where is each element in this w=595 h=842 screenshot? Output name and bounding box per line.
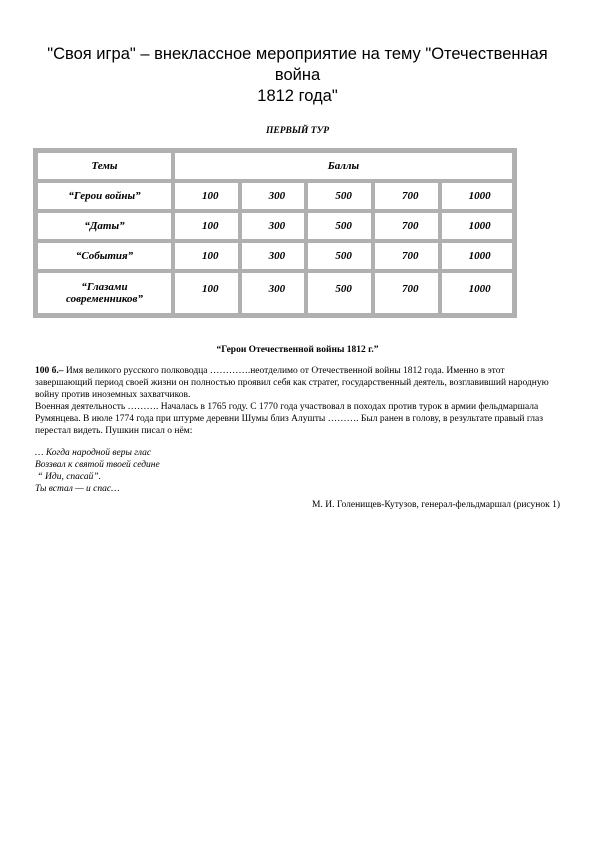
points-cell: 100 — [173, 241, 240, 271]
question-paragraph-2: Военная деятельность ………. Началась в 1765 году. С 1770 года участвовал в походах против турок в армии фельдмаршала Румянцева. В июле 1774 года при штурме деревни Шумы близ Алушты ………. Был ранен в голову, в результате правый глаз перестал видеть. Пушкин писал о нём: — [35, 402, 543, 436]
topic-cell — [36, 271, 173, 315]
topic-cell: “Даты” — [36, 211, 173, 241]
points-cell: 500 — [306, 211, 373, 241]
table-row — [36, 181, 514, 211]
points-cell: 500 — [306, 271, 373, 315]
question-paragraph-1 — [35, 365, 560, 401]
points-cell: 1000 — [440, 271, 514, 315]
table-row — [36, 241, 514, 271]
points-cell: 700 — [373, 271, 440, 315]
header-points: Баллы — [173, 151, 514, 181]
points-cell: 300 — [240, 181, 307, 211]
points-cell: 1000 — [440, 241, 514, 271]
poem-quote — [35, 447, 335, 495]
poem-line: Воззвал к святой твоей седине — [35, 460, 160, 470]
document-title — [40, 44, 555, 107]
table-header-row — [36, 151, 514, 181]
points-cell: 100 — [173, 181, 240, 211]
poem-line: Ты встал — и спас… — [35, 484, 120, 494]
round-label: ПЕРВЫЙ ТУР — [265, 126, 330, 136]
points-cell: 300 — [240, 241, 307, 271]
points-cell: 300 — [240, 271, 307, 315]
points-cell: 500 — [306, 181, 373, 211]
poem-line: “ Иди, спасай”. — [35, 472, 102, 482]
points-cell: 500 — [306, 241, 373, 271]
topic-line: современников” — [66, 293, 143, 305]
poem-line: … Когда народной веры глас — [35, 448, 152, 458]
points-cell: 700 — [373, 241, 440, 271]
question-label: 100 б.– — [35, 366, 64, 376]
points-cell: 1000 — [440, 181, 514, 211]
title-line-2: 1812 года" — [257, 87, 338, 105]
section-caption: “Герои Отечественной войны 1812 г.” — [216, 345, 379, 355]
game-table — [33, 148, 517, 318]
topic-cell: “Герои войны” — [36, 181, 173, 211]
topic-line: “Глазами — [81, 281, 128, 293]
title-line-1: "Своя игра" – внеклассное мероприятие на тему "Отечественная война — [47, 45, 548, 84]
header-topics: Темы — [36, 151, 173, 181]
points-cell: 300 — [240, 211, 307, 241]
table-row — [36, 271, 514, 315]
signature-line: М. И. Голенищев-Кутузов, генерал-фельдмаршал (рисунок 1) — [312, 500, 560, 510]
points-cell: 1000 — [440, 211, 514, 241]
points-cell: 700 — [373, 211, 440, 241]
points-cell: 100 — [173, 211, 240, 241]
points-cell: 700 — [373, 181, 440, 211]
points-cell: 100 — [173, 271, 240, 315]
question-p1-text: Имя великого русского полководца ………….неотделимо от Отечественной войны 1812 года. Именно в этот завершающий период своей жизни он полностью проявил себя как стратег, государственный деятель, возглавивший народную войну против иноземных захватчиков. — [35, 366, 549, 400]
question-text — [35, 365, 560, 437]
topic-cell: “События” — [36, 241, 173, 271]
table-row — [36, 211, 514, 241]
